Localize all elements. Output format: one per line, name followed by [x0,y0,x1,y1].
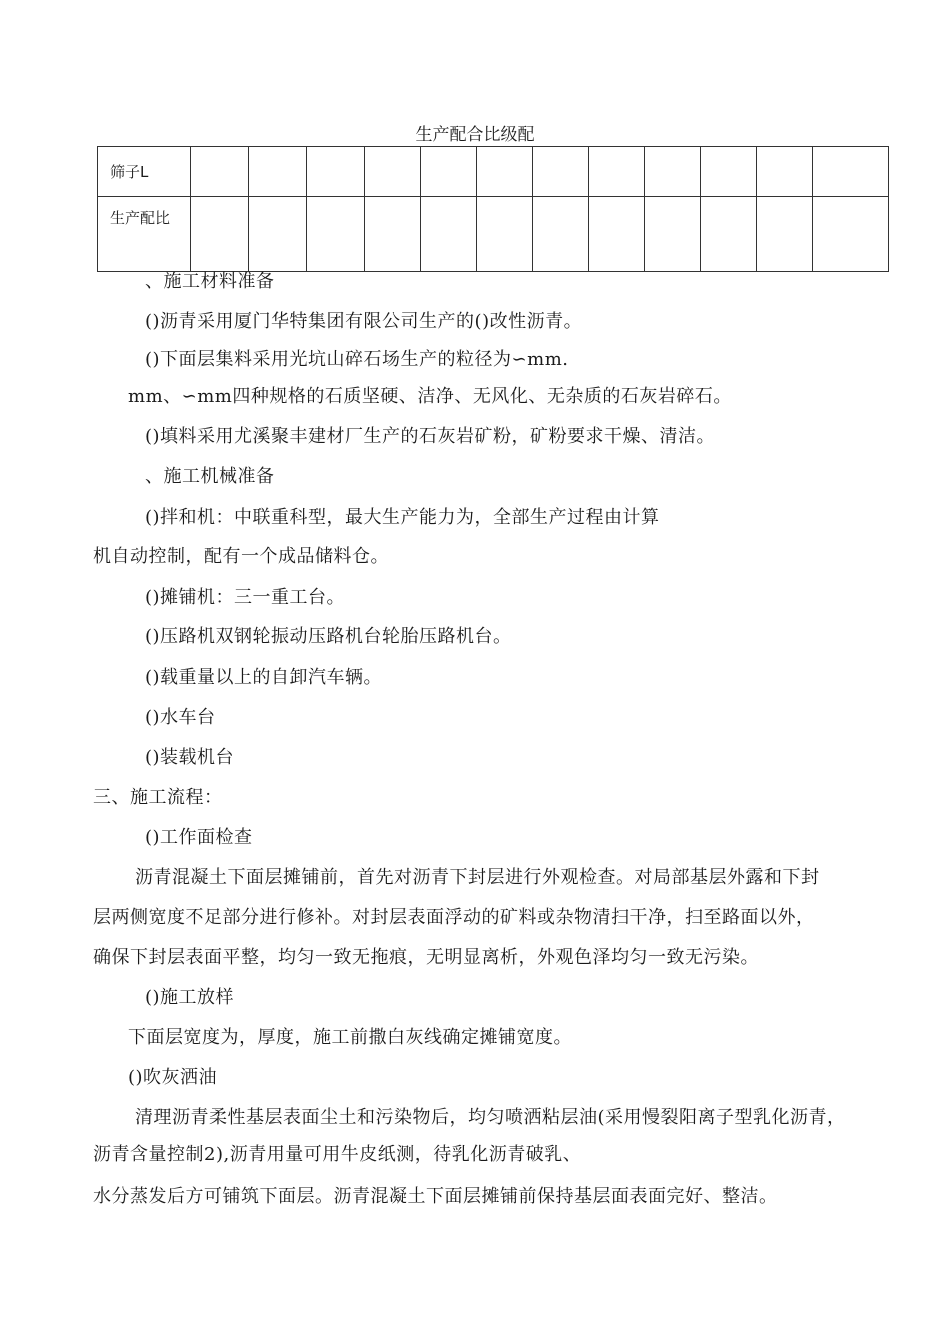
text-line: 沥青含量控制2),沥青用量可用牛皮纸测，待乳化沥青破乳、 [93,1144,582,1165]
table-cell [813,197,889,272]
text-line: 下面层宽度为，厚度，施工前撒白灰线确定摊铺宽度。 [128,1027,572,1048]
text-line: ()压路机双钢轮振动压路机台轮胎压路机台。 [145,626,512,647]
section-heading-machinery: 、施工机械准备 [145,466,275,487]
table-cell [757,147,813,197]
table-cell [249,147,307,197]
subheading-inspection: ()工作面检查 [145,827,253,848]
subheading-layout: ()施工放样 [145,987,235,1008]
text-line: ()拌和机：中联重科型，最大生产能力为，全部生产过程由计算 [145,507,660,528]
table-row [98,197,889,272]
text-line: ()载重量以上的自卸汽车辆。 [145,667,383,688]
text-line: 确保下封层表面平整，均匀一致无拖痕，无明显离析，外观色泽均匀一致无污染。 [93,947,759,968]
subheading-tack-coat: ()吹灰洒油 [128,1067,218,1088]
table-cell [421,197,477,272]
table-cell [589,147,645,197]
table-cell [533,197,589,272]
text-line: 层两侧宽度不足部分进行修补。对封层表面浮动的矿料或杂物清扫干净，扫至路面以外， [93,907,815,928]
table-cell [477,147,533,197]
gradation-table [97,146,889,272]
text-line: 机自动控制，配有一个成品储料仓。 [93,546,389,567]
table-cell [645,197,701,272]
section-heading-materials: 、施工材料准备 [145,271,275,292]
table-cell [813,147,889,197]
table-cell [191,197,249,272]
table-cell [757,197,813,272]
text-line: ()装载机台 [145,747,235,768]
table-cell [589,197,645,272]
table-cell [307,147,365,197]
table-cell [477,197,533,272]
text-line: ()沥青采用厦门华特集团有限公司生产的()改性沥青。 [145,311,583,332]
row-label-sieve: 筛子L [98,147,191,197]
table-cell [701,197,757,272]
table-row [98,147,889,197]
text-line: mm、∽mm四种规格的石质坚硬、洁净、无风化、无杂质的石灰岩碎石。 [128,386,732,407]
table-cell [421,147,477,197]
table-cell [191,147,249,197]
table-cell [645,147,701,197]
text-line: 水分蒸发后方可铺筑下面层。沥青混凝土下面层摊铺前保持基层面表面完好、整洁。 [93,1186,778,1207]
text-line: ()水车台 [145,707,216,728]
table-cell [365,197,421,272]
text-line: 沥青混凝土下面层摊铺前，首先对沥青下封层进行外观检查。对局部基层外露和下封 [135,867,820,888]
text-line: ()填料采用尤溪聚丰建材厂生产的石灰岩矿粉，矿粉要求干燥、清洁。 [145,426,716,447]
text-line: 清理沥青柔性基层表面尘土和污染物后，均匀喷洒粘层油(采用慢裂阳离子型乳化沥青， [135,1107,846,1128]
row-label-mix-ratio: 生产配比 [98,197,191,272]
text-line: ()下面层集料采用光坑山碎石场生产的粒径为∽mm. [145,349,569,370]
table-cell [307,197,365,272]
section-heading-process: 三、施工流程： [93,787,223,808]
table-cell [365,147,421,197]
table-cell [533,147,589,197]
table-cell [249,197,307,272]
text-line: ()摊铺机：三一重工台。 [145,587,346,608]
table-caption: 生产配合比级配 [415,125,535,145]
table-cell [701,147,757,197]
